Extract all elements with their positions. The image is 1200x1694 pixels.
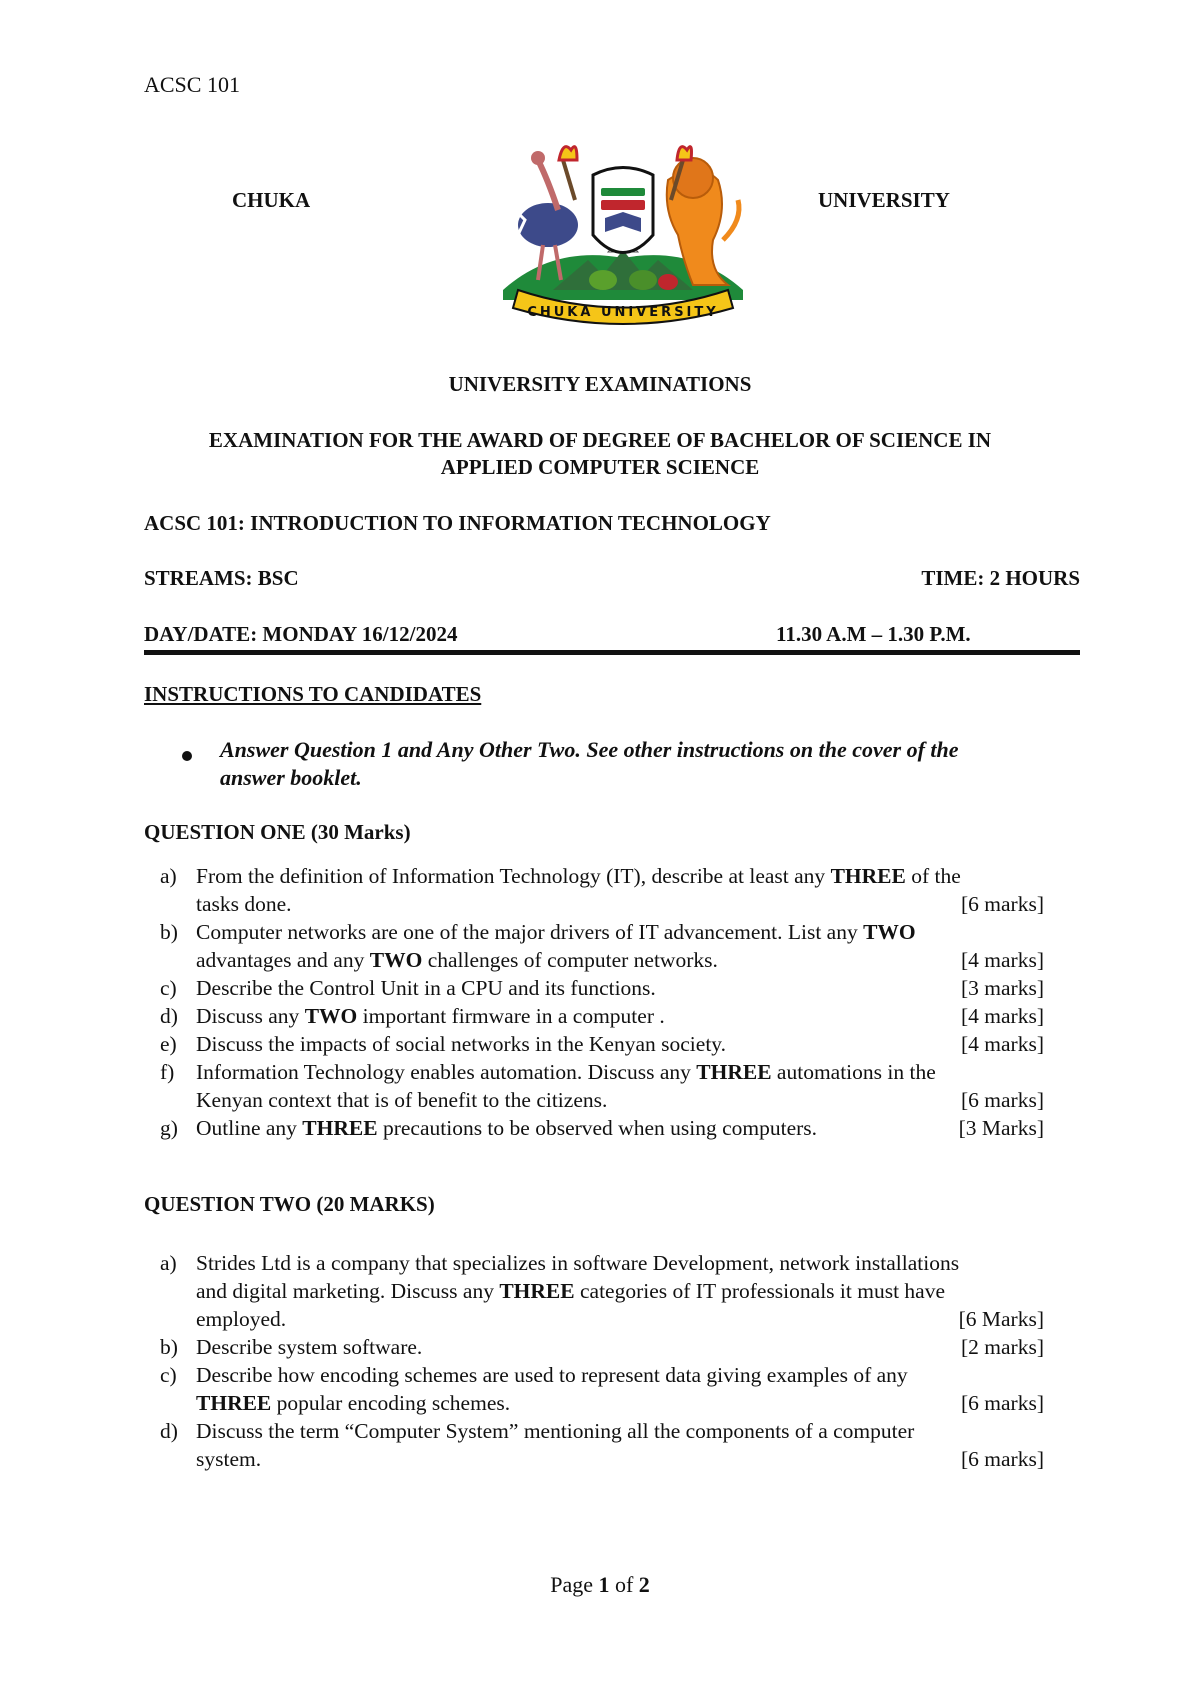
crest-banner-text: CHUKA UNIVERSITY <box>527 305 719 320</box>
question-item-marks: [4 marks] <box>961 948 1044 972</box>
question-item-marks: [4 marks] <box>961 1004 1044 1028</box>
question-item <box>160 1333 1060 1361</box>
question-two-list <box>160 1249 1060 1473</box>
question-item <box>160 918 1060 974</box>
course-title: ACSC 101: INTRODUCTION TO INFORMATION TECHNOLOGY <box>144 511 771 535</box>
question-item-line: Strides Ltd is a company that specializes in software Development, network installations <box>196 1251 960 1275</box>
header-course-code: ACSC 101 <box>144 72 240 97</box>
instructions-heading: INSTRUCTIONS TO CANDIDATES <box>144 682 482 706</box>
question-item-letter: d) <box>160 1419 178 1443</box>
question-item-marks: [6 marks] <box>961 1391 1044 1415</box>
question-item-marks: [6 Marks] <box>958 1307 1044 1331</box>
question-item-marks: [6 marks] <box>961 1088 1044 1112</box>
university-right-word: UNIVERSITY <box>818 188 950 212</box>
question-item-marks: [6 marks] <box>961 1447 1044 1471</box>
exam-title: UNIVERSITY EXAMINATIONS <box>448 372 752 396</box>
question-item <box>160 1002 1060 1030</box>
question-item-letter: b) <box>160 1335 178 1359</box>
question-item-marks: [6 marks] <box>961 892 1044 916</box>
streams: STREAMS: BSC <box>144 566 299 590</box>
question-item-letter: c) <box>160 976 177 1000</box>
question-item <box>160 1058 1060 1114</box>
question-item-line: Discuss any TWO important firmware in a computer . <box>196 1004 665 1028</box>
question-item-line: Kenyan context that is of benefit to the citizens. <box>196 1088 608 1112</box>
question-item-letter: d) <box>160 1004 178 1028</box>
question-item-line: tasks done. <box>196 892 292 916</box>
question-item-line: Describe system software. <box>196 1335 423 1359</box>
university-crest-logo <box>493 140 753 340</box>
question-item-line: Information Technology enables automation. Discuss any THREE automations in the <box>196 1060 936 1084</box>
page-word: Page <box>550 1572 593 1597</box>
question-item <box>160 1249 1060 1333</box>
question-item-marks: [2 marks] <box>961 1335 1044 1359</box>
bullet-icon <box>182 751 192 761</box>
question-item <box>160 1361 1060 1417</box>
exam-time: TIME: 2 HOURS <box>921 566 1080 590</box>
header-rule <box>144 650 1080 655</box>
question-item-letter: a) <box>160 864 177 888</box>
page-total: 2 <box>638 1572 650 1597</box>
question-item-line: employed. <box>196 1307 287 1331</box>
question-item-letter: e) <box>160 1032 177 1056</box>
exam-day-date: DAY/DATE: MONDAY 16/12/2024 <box>144 622 458 646</box>
university-left-word: CHUKA <box>232 188 311 212</box>
question-item-marks: [3 Marks] <box>958 1116 1044 1140</box>
instruction-line-1: Answer Question 1 and Any Other Two. See other instructions on the cover of the <box>220 737 959 762</box>
question-item-letter: g) <box>160 1116 178 1140</box>
question-item-line: THREE popular encoding schemes. <box>196 1391 511 1415</box>
question-item <box>160 862 1060 918</box>
question-item-line: advantages and any TWO challenges of computer networks. <box>196 948 718 972</box>
degree-line-1: EXAMINATION FOR THE AWARD OF DEGREE OF BACHELOR OF SCIENCE IN <box>208 428 992 452</box>
question-item-line: Describe how encoding schemes are used to represent data giving examples of any <box>196 1363 908 1387</box>
question-item <box>160 1114 1060 1142</box>
question-item-letter: b) <box>160 920 178 944</box>
question-item-marks: [3 marks] <box>961 976 1044 1000</box>
crest-ostrich <box>518 203 578 247</box>
question-one-heading: QUESTION ONE (30 Marks) <box>144 820 411 844</box>
question-two-heading: QUESTION TWO (20 MARKS) <box>144 1192 435 1216</box>
instruction-line-2: answer booklet. <box>220 765 362 790</box>
crest-torch-left <box>563 160 575 200</box>
exam-hours: 11.30 A.M – 1.30 P.M. <box>776 622 971 646</box>
page-of-word: of <box>614 1572 634 1597</box>
question-item-marks: [4 marks] <box>961 1032 1044 1056</box>
question-item-line: Discuss the impacts of social networks in the Kenyan society. <box>196 1032 727 1056</box>
question-item <box>160 974 1060 1002</box>
page-footer <box>0 1572 1200 1598</box>
question-item-line: system. <box>196 1447 262 1471</box>
question-item-line: and digital marketing. Discuss any THREE categories of IT professionals it must have <box>196 1279 946 1303</box>
degree-line-2: APPLIED COMPUTER SCIENCE <box>440 455 760 479</box>
question-item-letter: c) <box>160 1363 177 1387</box>
question-item-line: Discuss the term “Computer System” mentioning all the components of a computer <box>196 1419 915 1443</box>
question-item <box>160 1030 1060 1058</box>
page-number: 1 <box>598 1572 610 1597</box>
question-item-line: Computer networks are one of the major drivers of IT advancement. List any TWO <box>196 920 916 944</box>
question-item-line: From the definition of Information Technology (IT), describe at least any THREE of the <box>196 864 961 888</box>
question-item-line: Describe the Control Unit in a CPU and its functions. <box>196 976 656 1000</box>
question-item-letter: f) <box>160 1060 175 1084</box>
question-item-letter: a) <box>160 1251 177 1275</box>
question-one-list <box>160 862 1060 1142</box>
question-item-line: Outline any THREE precautions to be observed when using computers. <box>196 1116 818 1140</box>
question-item <box>160 1417 1060 1473</box>
